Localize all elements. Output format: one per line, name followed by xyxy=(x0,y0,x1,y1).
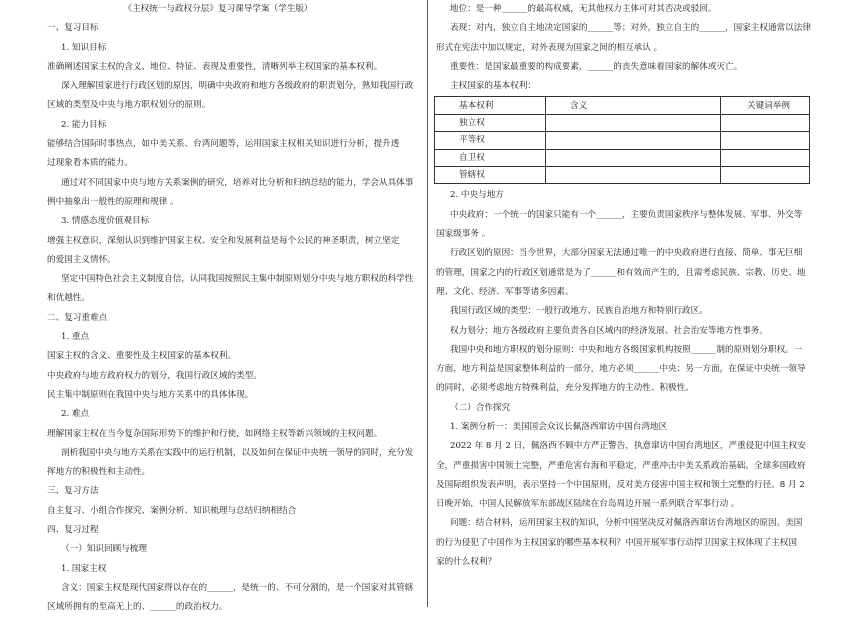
table-cell-right-name: 自卫权 xyxy=(435,149,546,166)
text-line: （二）合作探究 xyxy=(450,402,511,413)
table-header-cell: 关键词举例 xyxy=(721,97,810,114)
text-line: 理解国家主权在当今复杂国际形势下的维护和行使，如网络主权等新兴领域的主权问题。 xyxy=(47,428,383,439)
text-line: 权力划分：地方各级政府主要负责各自区域内的经济发展、社会治安等地方性事务。 xyxy=(450,325,768,336)
text-line: 行政区划的原因：当今世界，大部分国家无法通过唯一的中央政府进行直接、简单、事无巨细 xyxy=(450,248,803,259)
text-line: 国家级事务 。 xyxy=(436,229,491,240)
right-column xyxy=(433,0,813,572)
table-row xyxy=(435,114,810,131)
text-line: 例中抽象出一般性的原理和规律 。 xyxy=(47,196,179,207)
text-line: 地位：是一种______的最高权威，无其他权力主体可对其否决或驳回。 xyxy=(450,4,717,14)
text-line: 民主集中制原则在我国中央与地方关系中的具体体现。 xyxy=(47,389,254,400)
column-divider xyxy=(427,0,428,607)
text-line: 深入理解国家进行行政区划的原因，明确中央政府和地方各级政府的职责划分，熟知我国行政 xyxy=(61,81,414,92)
text-line: 含义：国家主权是现代国家得以存在的______，是统一的、不可分割的，是一个国家对其管辖 xyxy=(61,582,414,593)
text-line: 方面，地方利益是国家整体利益的一部分，地方必须______中央；另一方面，在保证中央统一领导 xyxy=(436,364,806,375)
text-line: 2. 难点 xyxy=(61,409,90,420)
text-line: 坚定中国特色社会主义制度自信，认同我国按照民主集中制原则划分中央与地方职权的科学性 xyxy=(61,274,414,285)
text-line: 2022 年 8 月 2 日，佩洛西不顾中方严正警告，执意窜访中国台湾地区，严重侵犯中国主权安 xyxy=(450,441,806,452)
text-line: （一）知识回顾与梳理 xyxy=(61,544,147,555)
table-header-cell: 基本权利 xyxy=(435,97,546,114)
text-line: 准确阐述国家主权的含义、地位、特征、表现及重要性，清晰列举主权国家的基本权利。 xyxy=(47,61,383,72)
text-line: 的爱国主义情怀。 xyxy=(47,254,116,265)
table-cell-right-name: 平等权 xyxy=(435,132,546,149)
table-header-cell: 含义 xyxy=(546,97,721,114)
text-line: 中央政府：一个统一的国家只能有一个______，主要负责国家秩序与整体发展、军事、外交等 xyxy=(450,209,803,220)
text-line: 和优越性。 xyxy=(47,293,90,304)
table-cell-meaning[interactable] xyxy=(546,114,721,131)
text-line: 二、复习重难点 xyxy=(47,312,108,323)
text-line: 1. 案例分析一：美国国会众议长佩洛西窜访中国台湾地区 xyxy=(450,422,668,432)
text-line: 我国中央和地方职权的划分原则：中央和地方各级国家机构按照______制的原则划分职权。一 xyxy=(450,344,803,355)
text-line: 一、复习目标 xyxy=(47,23,99,34)
text-line: 全，严重损害中国领土完整，严重危害台海和平稳定，严重冲击中美关系政治基础。全球多国政府 xyxy=(436,460,806,471)
text-line: 1. 重点 xyxy=(61,332,90,343)
text-line: 《主权统一与政权分层》复习课导学案（学生版） xyxy=(123,4,313,14)
text-line: 1. 知识目标 xyxy=(61,42,107,53)
text-line: 自主复习、小组合作探究、案例分析、知识梳理与总结归纳相结合 xyxy=(47,505,297,516)
text-line: 通过对不同国家中央与地方关系案例的研究，培养对比分析和归纳总结的能力，学会从具体事 xyxy=(61,177,414,188)
text-line: 四、复习过程 xyxy=(47,525,99,536)
text-line: 3. 情感态度价值观目标 xyxy=(61,216,150,227)
text-line: 能够结合国际时事热点，如中美关系、台湾问题等，运用国家主权相关知识进行分析，提升透 xyxy=(47,139,400,150)
text-line: 日晚开始，中国人民解放军东部战区陆续在台岛周边开展一系列联合军事行动 。 xyxy=(436,499,740,510)
table-row xyxy=(435,149,810,166)
text-line: 国家主权的含义、重要性及主权国家的基本权利。 xyxy=(47,351,237,362)
table-cell-keywords[interactable] xyxy=(721,114,810,131)
text-line: 过现象看本质的能力。 xyxy=(47,158,133,169)
table-cell-meaning[interactable] xyxy=(546,167,721,184)
text-line: 的同时，必须考虑地方特殊利益，充分发挥地方的主动性、积极性。 xyxy=(436,383,694,394)
table-cell-right-name: 管辖权 xyxy=(435,167,546,184)
text-line: 挥地方的积极性和主动性。 xyxy=(47,467,151,478)
table-cell-meaning[interactable] xyxy=(546,149,721,166)
table-row xyxy=(435,132,810,149)
text-line: 区域所拥有的至高无上的、______的政治权力。 xyxy=(47,602,228,613)
text-line: 增强主权意识，深刻认识到维护国家主权、安全和发展利益是每个公民的神圣职责，树立坚定 xyxy=(47,235,400,246)
text-line: 问题：结合材料，运用国家主权的知识，分析中国坚决反对佩洛西窜访台湾地区的原因。美国 xyxy=(450,518,803,529)
text-line: 2. 能力目标 xyxy=(61,119,107,130)
text-line: 中央政府与地方政府权力的划分，我国行政区域的类型。 xyxy=(47,370,262,381)
text-line: 表现：对内，独立自主地决定国家的______等；对外，独立自主的______，国家主权通常以法律 xyxy=(450,23,811,34)
text-line: 我国行政区域的类型：一般行政地方、民族自治地方和特别行政区。 xyxy=(450,306,708,317)
text-line: 1. 国家主权 xyxy=(61,563,107,574)
text-line: 重要性：是国家最重要的构成要素，______的丧失意味着国家的解体或灭亡。 xyxy=(450,61,743,72)
text-line: 及国际组织发表声明，表示坚持一个中国原则，反对美方侵害中国主权和领土完整的行径。8 月 2 xyxy=(436,479,805,490)
right-top-block xyxy=(433,0,813,96)
text-line: 形式在宪法中加以规定，对外表现为国家之间的相互承认 。 xyxy=(436,42,663,53)
table-header-row xyxy=(435,97,810,114)
text-line: 2. 中央与地方 xyxy=(450,190,504,201)
rights-table xyxy=(434,96,810,184)
left-column xyxy=(44,0,422,618)
right-bottom-block xyxy=(433,186,813,572)
table-cell-keywords[interactable] xyxy=(721,132,810,149)
table-cell-keywords[interactable] xyxy=(721,167,810,184)
text-line: 的管理，国家之内的行政区划通常是为了______和有效而产生的，且需考虑民族、宗教、历史、地 xyxy=(436,267,806,278)
text-line: 区域的类型及中央与地方职权划分的原则。 xyxy=(47,100,211,111)
text-line: 的行为侵犯了中国作为主权国家的哪些基本权利？中国开展军事行动捍卫国家主权体现了主权国 xyxy=(436,537,797,548)
text-line: 三、复习方法 xyxy=(47,486,99,497)
table-cell-keywords[interactable] xyxy=(721,149,810,166)
text-line: 理、文化、经济、军事等诸多因素。 xyxy=(436,286,574,297)
text-line: 剖析我国中央与地方关系在实践中的运行机制，以及如何在保证中央统一领导的同时，充分发 xyxy=(61,447,414,458)
table-cell-right-name: 独立权 xyxy=(435,114,546,131)
table-row xyxy=(435,167,810,184)
text-line: 家的什么权利？ xyxy=(436,557,497,568)
text-line: 主权国家的基本权利： xyxy=(450,81,536,92)
table-cell-meaning[interactable] xyxy=(546,132,721,149)
